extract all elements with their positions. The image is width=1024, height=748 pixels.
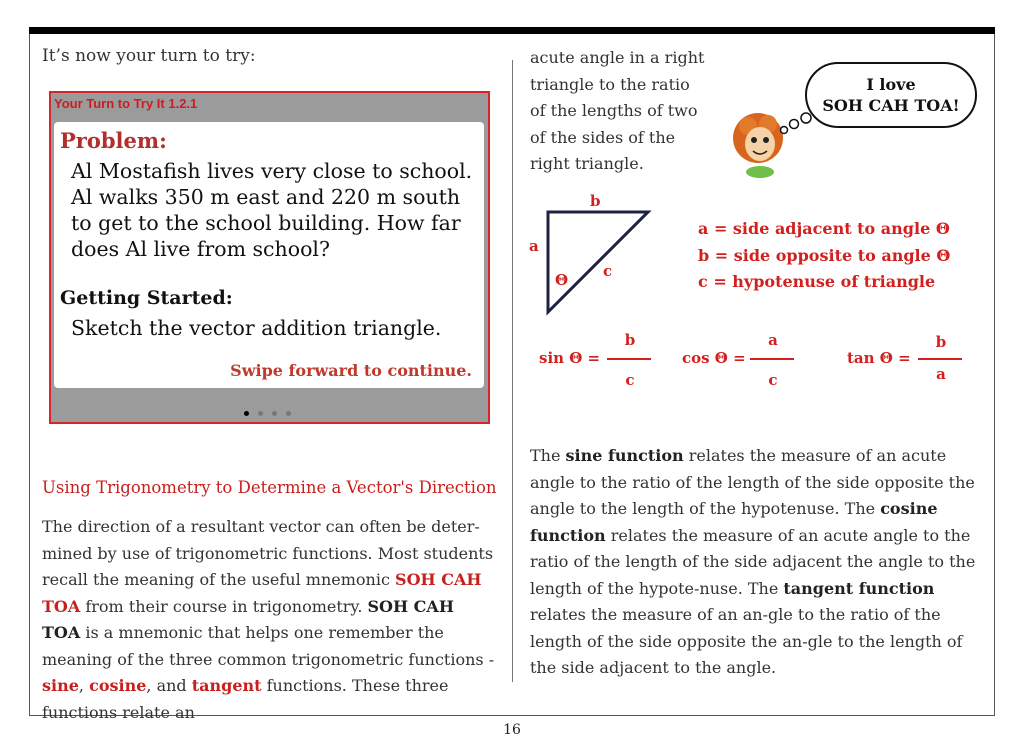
triangle-label-b: b bbox=[590, 192, 601, 210]
cos-fraction-bar bbox=[750, 358, 794, 360]
cos-denominator: c bbox=[768, 371, 778, 389]
cos-numerator: a bbox=[768, 331, 778, 349]
sine-term: sine bbox=[42, 676, 79, 695]
problem-text: Al Mostafish lives very close to school. Al walks 350 m east and 220 m south to get to the school building. How far does Al live from school? bbox=[71, 159, 473, 261]
sin-label: sin Θ = bbox=[539, 349, 601, 367]
thought-bubble: I love SOH CAH TOA! bbox=[805, 62, 977, 128]
triangle-label-theta: Θ bbox=[555, 271, 569, 289]
sin-fraction-bar bbox=[607, 358, 651, 360]
getting-started-text: Sketch the vector addition triangle. bbox=[71, 316, 442, 340]
tan-fraction-bar bbox=[918, 358, 962, 360]
soh-cah-toa-term: SOH CAH TOA bbox=[42, 570, 482, 616]
page-dot-active[interactable] bbox=[244, 411, 249, 416]
problem-card[interactable] bbox=[54, 122, 484, 388]
widget-title: Your Turn to Try It 1.2.1 bbox=[54, 96, 198, 111]
page-indicator[interactable] bbox=[244, 411, 291, 416]
side-legend: a = side adjacent to angle Θ b = side opposite to angle Θ c = hypotenuse of triangle bbox=[698, 219, 951, 291]
column-divider bbox=[512, 60, 513, 682]
section-heading: Using Trigonometry to Determine a Vector's Direction bbox=[42, 478, 497, 497]
getting-started-heading: Getting Started: bbox=[60, 287, 233, 309]
page-dot[interactable] bbox=[272, 411, 277, 416]
page-number: 16 bbox=[503, 722, 521, 738]
top-bar bbox=[29, 27, 995, 34]
cosine-function-term: cosine function bbox=[530, 499, 938, 545]
continuation-text: acute angle in a right triangle to the ratio of the lengths of two of the sides of the right triangle. bbox=[530, 48, 705, 173]
your-turn-widget[interactable] bbox=[49, 91, 490, 424]
girl-cartoon-icon bbox=[720, 100, 816, 180]
triangle-label-a: a bbox=[529, 237, 539, 255]
intro-text: It’s now your turn to try: bbox=[42, 46, 256, 66]
tangent-function-term: tangent function bbox=[783, 578, 935, 598]
section-paragraph: The direction of a resultant vector can often be deter-mined by use of trigonometric functions. Most students recall the meaning of the useful mnemonic SOH CAH TOA from their course in trigonometry. SOH CAH TOA is a mnemonic that helps one remember the meaning of the three common trigonometric functions - sine, cosine, and tangent functions. These three functions relate an bbox=[42, 517, 495, 722]
sin-numerator: b bbox=[624, 331, 636, 349]
swipe-hint[interactable]: Swipe forward to continue. bbox=[230, 361, 472, 380]
cosine-term: cosine bbox=[89, 676, 147, 695]
trig-functions-paragraph: The sine function relates the measure of an acute angle to the ratio of the length of the side opposite the angle to the length of the hypotenuse. The cosine function relates the measure of an acute angle to the ratio of the length of the side adjacent the angle to the length of the hypote-nuse. The tangent function relates the measure of an an-gle to the ratio of the length of the side opposite the an-gle to the length of the side adjacent to the angle. bbox=[530, 446, 976, 677]
page-dot[interactable] bbox=[258, 411, 263, 416]
soh-cah-toa-term: SOH CAH TOA bbox=[42, 596, 454, 642]
right-triangle-diagram bbox=[540, 205, 660, 320]
cos-label: cos Θ = bbox=[682, 349, 746, 367]
page-dot[interactable] bbox=[286, 411, 291, 416]
triangle-label-c: c bbox=[603, 262, 613, 280]
problem-heading: Problem: bbox=[60, 128, 167, 153]
tan-denominator: a bbox=[936, 365, 946, 383]
tangent-term: tangent bbox=[191, 676, 262, 695]
sin-denominator: c bbox=[625, 371, 635, 389]
tan-label: tan Θ = bbox=[847, 349, 911, 367]
tan-numerator: b bbox=[935, 333, 947, 351]
sine-function-term: sine function bbox=[565, 446, 684, 465]
